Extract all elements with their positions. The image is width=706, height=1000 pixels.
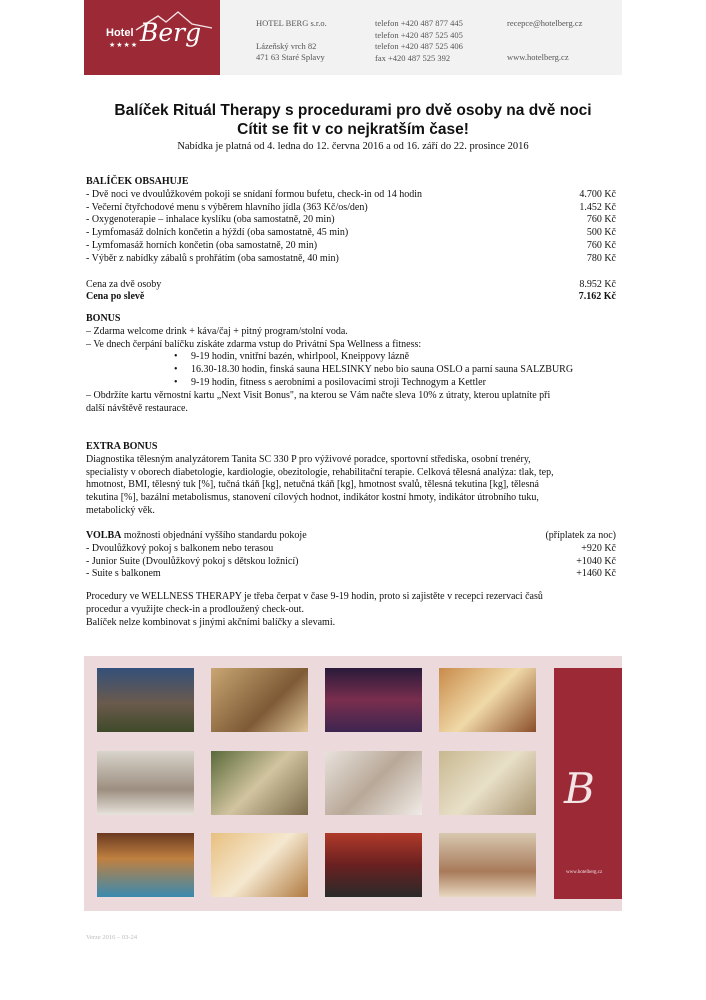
total-row bbox=[86, 279, 616, 292]
package-item bbox=[86, 189, 616, 202]
fax: fax +420 487 525 392 bbox=[375, 52, 451, 63]
upgrade-heading-row bbox=[86, 530, 616, 543]
version-footer: Verze 2016 – 03-24 bbox=[86, 934, 138, 941]
upgrade-label: - Dvoulůžkový pokoj s balkonem nebo terasou bbox=[86, 542, 274, 554]
company-name: HOTEL BERG s.r.o. bbox=[256, 18, 327, 28]
room-upgrade-section bbox=[86, 530, 616, 581]
photo-wellness-bath bbox=[439, 751, 536, 815]
package-item bbox=[86, 227, 616, 240]
bonus-line: – Zdarma welcome drink + káva/čaj + pitný program/stolní voda. bbox=[86, 325, 348, 337]
extra-line: metabolický věk. bbox=[86, 504, 155, 516]
item-price: 4.700 Kč bbox=[579, 188, 616, 200]
brand-banner bbox=[554, 668, 622, 899]
item-label: - Lymfomasáž horních končetin (oba samostatně, 20 min) bbox=[86, 239, 318, 251]
hotel-logo bbox=[84, 0, 220, 75]
letterhead bbox=[84, 0, 622, 75]
extra-bonus-section bbox=[86, 441, 616, 518]
discount-label: Cena po slevě bbox=[86, 291, 145, 303]
item-price: 760 Kč bbox=[586, 214, 616, 226]
extra-heading: EXTRA BONUS bbox=[86, 441, 158, 452]
upgrade-price: +920 Kč bbox=[581, 542, 616, 554]
offer-validity: Nabídka je platná od 4. ledna do 12. června 2016 a od 16. září do 22. prosince 2016 bbox=[177, 141, 529, 152]
item-price: 500 Kč bbox=[586, 227, 616, 239]
phone-2: telefon +420 487 525 405 bbox=[375, 29, 463, 40]
offer-subtitle: Cítit se fit v co nejkratším čase! bbox=[237, 121, 469, 138]
photo-bar bbox=[325, 668, 422, 732]
upgrade-price: +1040 Kč bbox=[576, 555, 616, 567]
street: Lázeňský vrch 82 bbox=[256, 40, 317, 51]
phone-1: telefon +420 487 877 445 bbox=[375, 18, 463, 28]
extra-line: tekutina [%], bazální metabolismus, stanovení cílových hodnot, indikátor kostní hmoty, indikátor útrobního tuku, bbox=[86, 492, 539, 504]
bonus-line: – Obdržíte kartu věrnostní kartu „Next Visit Bonus", na kterou se Vám načte sleva 10% z útraty, kterou uplatníte při bbox=[86, 389, 551, 401]
discount-price: 7.162 Kč bbox=[578, 291, 616, 303]
city: 471 63 Staré Splavy bbox=[256, 52, 325, 62]
logo-stars: ★★★★ bbox=[109, 41, 139, 49]
note-line: Procedury ve WELLNESS THERAPY je třeba čerpat v čase 9-19 hodin, proto si zajistěte v recepci rezervaci časů bbox=[86, 591, 543, 602]
photo-collage bbox=[84, 656, 622, 911]
offer-title-block bbox=[0, 101, 706, 152]
phone-block bbox=[375, 18, 463, 64]
bonus-bullet: • 16.30-18.30 hodin, finská sauna HELSINKY nebo bio sauna OSLO a parní sauna SALZBURG bbox=[86, 364, 616, 377]
photo-hotel-exterior bbox=[97, 668, 194, 732]
upgrade-label: - Junior Suite (Dvoulůžkový pokoj s dětskou ložnicí) bbox=[86, 555, 299, 567]
upgrade-item bbox=[86, 556, 616, 569]
extra-line: hmotnost, BMI, tělesný tuk [%], tučná tkáň [kg], netučná tkáň [kg], hmotnost svalů, tělesná tekutina [kg], tělesná bbox=[86, 479, 539, 491]
photo-spa-treatment bbox=[325, 751, 422, 815]
package-item bbox=[86, 202, 616, 215]
item-price: 780 Kč bbox=[586, 252, 616, 264]
item-price: 1.452 Kč bbox=[579, 201, 616, 213]
photo-restaurant bbox=[211, 668, 308, 732]
bonus-line: – Ve dnech čerpání balíčku získáte zdarma vstup do Privátní Spa Wellness a fitness: bbox=[86, 338, 422, 350]
bonus-section bbox=[86, 313, 616, 415]
notes-section bbox=[86, 591, 616, 629]
photo-sauna bbox=[211, 833, 308, 897]
total-price: 8.952 Kč bbox=[579, 278, 616, 290]
package-item bbox=[86, 240, 616, 253]
photo-pool bbox=[97, 833, 194, 897]
item-label: - Večerní čtyřchodové menu s výběrem hlavního jídla (363 Kč/os/den) bbox=[86, 201, 368, 213]
package-item bbox=[86, 214, 616, 227]
total-label: Cena za dvě osoby bbox=[86, 278, 162, 290]
offer-title: Balíček Rituál Therapy s procedurami pro dvě osoby na dvě noci bbox=[114, 102, 592, 119]
package-section bbox=[86, 176, 616, 304]
upgrade-item bbox=[86, 568, 616, 581]
email-link[interactable]: recepce@hotelberg.cz bbox=[507, 18, 583, 28]
bonus-bullet: • 9-19 hodin, fitness s aerobními a posilovacími stroji Technogym a Kettler bbox=[86, 377, 616, 390]
upgrade-heading: VOLBA bbox=[86, 530, 122, 541]
photo-bedroom bbox=[439, 668, 536, 732]
photo-massage bbox=[97, 751, 194, 815]
extra-line: Diagnostika tělesným analyzátorem Tanita SC 330 P pro výživové poradce, sportovní střediska, osobní trenéry, bbox=[86, 453, 531, 465]
item-price: 760 Kč bbox=[586, 239, 616, 251]
photo-dining-room bbox=[211, 751, 308, 815]
bonus-heading: BONUS bbox=[86, 313, 121, 324]
upgrade-note: (příplatek za noc) bbox=[545, 530, 616, 541]
upgrade-item bbox=[86, 543, 616, 556]
bonus-line: další návštěvě restaurace. bbox=[86, 402, 188, 414]
logo-hotel-text: Hotel bbox=[106, 27, 134, 39]
discount-row bbox=[86, 291, 616, 304]
item-label: - Výběr z nabídky zábalů s prohřátím (oba samostatně, 40 min) bbox=[86, 252, 339, 264]
web-link[interactable]: www.hotelberg.cz bbox=[507, 51, 569, 62]
photo-fitness bbox=[325, 833, 422, 897]
extra-line: specialisty v oborech diabetologie, kardiologie, obezitologie, rehabilitační terapie. Celková tělesná analýza: tlak, tep, bbox=[86, 466, 554, 478]
bonus-bullet: • 9-19 hodin, vnitřní bazén, whirlpool, Kneippovy lázně bbox=[86, 351, 616, 364]
upgrade-price: +1460 Kč bbox=[576, 568, 616, 580]
phone-3: telefon +420 487 525 406 bbox=[375, 41, 463, 51]
logo-name: Berg bbox=[140, 18, 202, 47]
package-heading: BALÍČEK OBSAHUJE bbox=[86, 176, 189, 187]
brand-url: www.hotelberg.cz bbox=[566, 870, 603, 875]
photo-conference-hall bbox=[439, 833, 536, 897]
upgrade-label: - Suite s balkonem bbox=[86, 568, 161, 580]
brand-monogram: B bbox=[564, 764, 595, 813]
note-line: procedur a využijte check-in a prodloužený check-out. bbox=[86, 603, 304, 615]
contact-block bbox=[507, 18, 582, 63]
item-label: - Dvě noci ve dvoulůžkovém pokoji se snídaní formou bufetu, check-in od 14 hodin bbox=[86, 188, 423, 200]
package-item bbox=[86, 253, 616, 266]
item-label: - Lymfomasáž dolních končetin a hýždí (oba samostatně, 45 min) bbox=[86, 227, 349, 239]
upgrade-heading-rest: možnosti objednání vyššího standardu pokoje bbox=[121, 530, 307, 541]
item-label: - Oxygenoterapie – inhalace kyslíku (oba samostatně, 20 min) bbox=[86, 214, 335, 226]
note-line: Balíček nelze kombinovat s jinými akčními balíčky a slevami. bbox=[86, 616, 336, 628]
address-block bbox=[256, 18, 327, 64]
